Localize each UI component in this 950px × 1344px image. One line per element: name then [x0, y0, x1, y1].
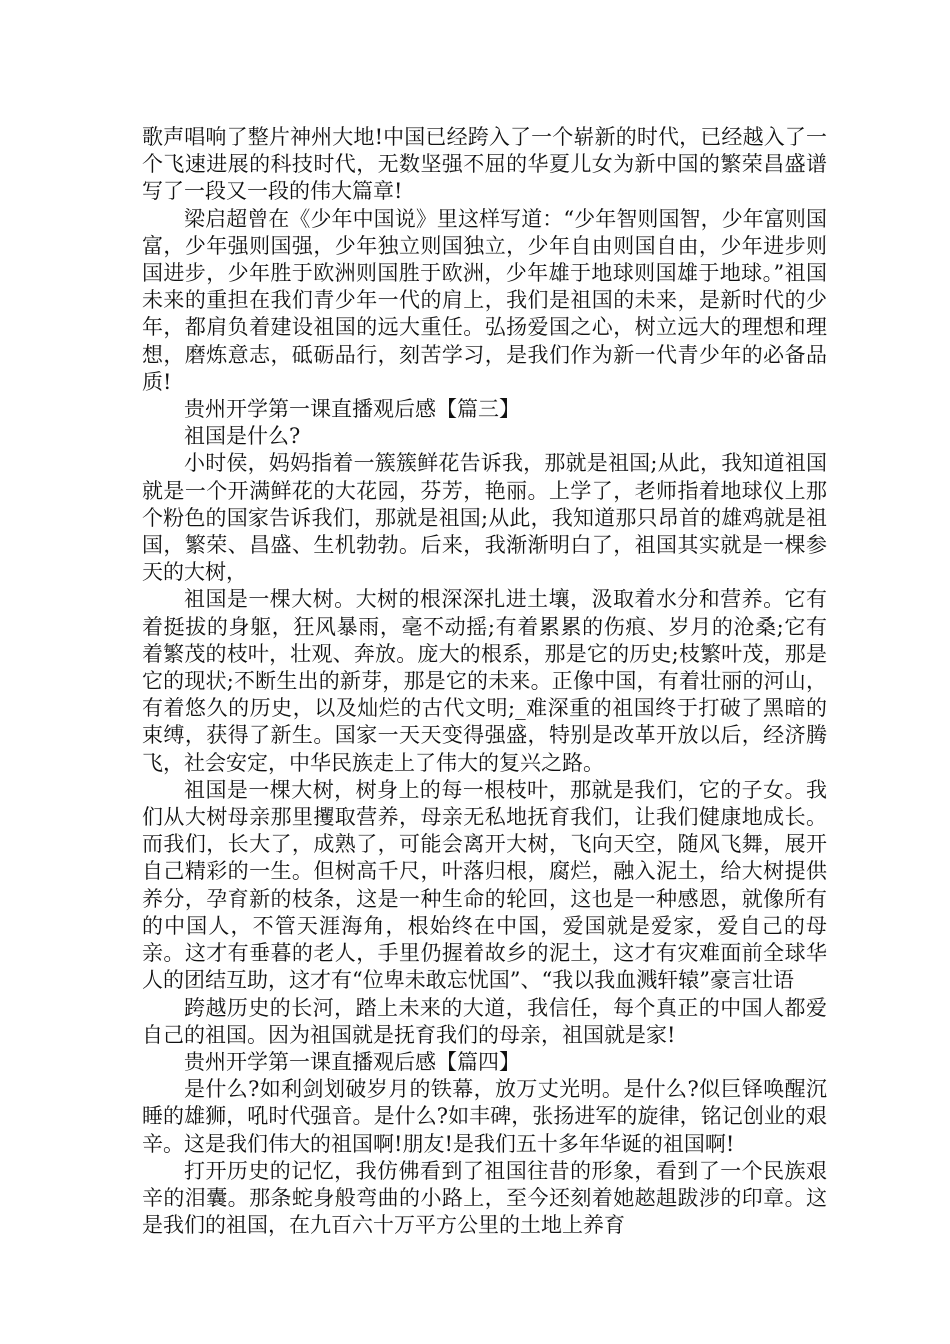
paragraph: 祖国是一棵大树，树身上的每一根枝叶，那就是我们，它的子女。我们从大树母亲那里攫取营养，母亲无私地抚育我们，让我们健康地成长。而我们，长大了，成熟了，可能会离开大树，飞向天空，随风飞舞，展开自己精彩的一生。但树高千尺，叶落归根，腐烂，融入泥土，给大树提供养分，孕育新的枝条，这是一种生命的轮回，这也是一种感恩，就像所有的中国人，不管天涯海角，根始终在中国，爱国就是爱家，爱自己的母亲。这才有垂暮的老人，手里仍握着故乡的泥土，这才有灾难面前全球华人的团结互助，这才有“位卑未敢忘忧国”、“我以我血溅轩辕”豪言壮语 [142, 777, 827, 993]
paragraph: 是什么?如利剑划破岁月的铁幕，放万丈光明。是什么?似巨铎唤醒沉睡的雄狮，吼时代强音。是什么?如丰碑，张扬进军的旋律，铭记创业的艰辛。这是我们伟大的祖国啊!朋友!是我们五十多年华诞的祖国啊! [142, 1077, 827, 1156]
paragraph: 打开历史的记忆，我仿佛看到了祖国往昔的形象，看到了一个民族艰辛的泪囊。那条蛇身般弯曲的小路上，至今还刻着她趑趄跋涉的印章。这是我们的祖国，在九百六十万平方公里的土地上养育 [142, 1158, 827, 1238]
section-heading: 贵州开学第一课直播观后感【篇三】 [184, 397, 520, 422]
paragraph: 歌声唱响了整片神州大地!中国已经跨入了一个崭新的时代，已经越入了一个飞速进展的科技时代，无数坚强不屈的华夏儿女为新中国的繁荣昌盛谱写了一段又一段的伟大篇章! [142, 125, 827, 204]
section-subheading: 祖国是什么? [184, 424, 301, 449]
document-page [142, 124, 827, 1239]
paragraph: 跨越历史的长河，踏上未来的大道，我信任，每个真正的中国人都爱自己的祖国。因为祖国就是抚育我们的母亲，祖国就是家! [142, 995, 827, 1047]
paragraph: 梁启超曾在《少年中国说》里这样写道：“少年智则国智，少年富则国富，少年强则国强，少年独立则国独立，少年自由则国自由，少年进步则国进步，少年胜于欧洲则国胜于欧洲，少年雄于地球则国雄于地球。”祖国未来的重担在我们青少年一代的肩上，我们是祖国的未来，是新时代的少年，都肩负着建设祖国的远大重任。弘扬爱国之心，树立远大的理想和理想，磨炼意志，砥砺品行，刻苦学习，是我们作为新一代青少年的必备品质! [142, 206, 827, 394]
paragraph: 祖国是一棵大树。大树的根深深扎进土壤，汲取着水分和营养。它有着挺拔的身躯，狂风暴雨，毫不动摇;有着累累的伤痕、岁月的沧桑;它有着繁茂的枝叶，壮观、奔放。庞大的根系，那是它的历史;枝繁叶茂，那是它的现状;不断生出的新芽，那是它的未来。正像中国，有着壮丽的河山，有着悠久的历史，以及灿烂的古代文明;_难深重的祖国终于打破了黑暗的束缚，获得了新生。国家一天天变得强盛，特别是改革开放以后，经济腾飞，社会安定，中华民族走上了伟大的复兴之路。 [142, 587, 827, 775]
paragraph: 小时侯，妈妈指着一簇簇鲜花告诉我，那就是祖国;从此，我知道祖国就是一个开满鲜花的大花园，芬芳，艳丽。上学了，老师指着地球仪上那个粉色的国家告诉我们，那就是祖国;从此，我知道那只昂首的雄鸡就是祖国，繁荣、昌盛、生机勃勃。后来，我渐渐明白了，祖国其实就是一棵参天的大树， [142, 451, 827, 585]
section-heading: 贵州开学第一课直播观后感【篇四】 [184, 1049, 520, 1074]
